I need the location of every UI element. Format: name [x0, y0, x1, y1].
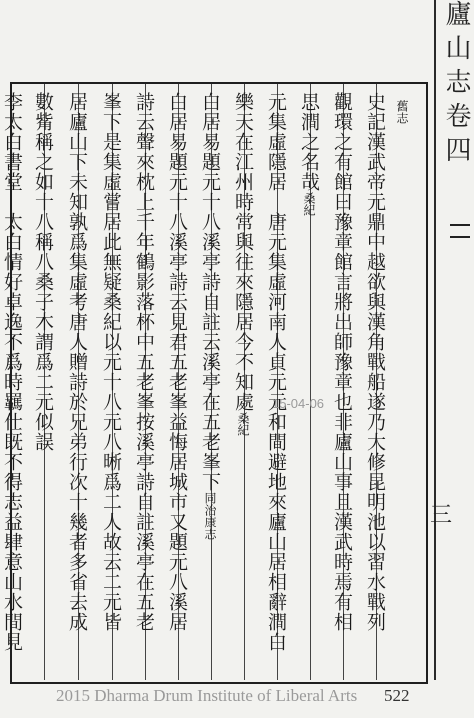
text-column: 樂天在江州時常與往來隱居今不知處桑紀 — [232, 92, 254, 436]
text-column: 白居易題元十八溪亭詩云見君五老峯益悔居城市又題元八溪居 — [166, 92, 188, 632]
text-column: 居廬山下未知孰爲集虛考唐人贈詩於兄弟行次十幾者多省去成 — [66, 92, 88, 632]
text-column: 思澗之名哉桑紀 — [298, 92, 320, 216]
book-title: 廬山志卷四 — [441, 0, 471, 170]
text-column: 元集虛隱居 唐元集虛河南人貞元元和間避地來廬山居相辭澗白 — [265, 92, 287, 652]
page-number: 522 — [384, 686, 410, 705]
text-column: 峯下是集虛嘗居此無疑桑紀以元十八元八晰爲二人故云二元皆 — [100, 92, 122, 632]
text-column: 白居易題元十八溪亭詩自註云溪亭在五老峯下同治康志 — [199, 92, 221, 540]
book-margin — [424, 0, 474, 718]
source-note: 桑紀 — [236, 412, 250, 436]
text-column: 觀環之有館曰豫章館言將出師豫章也非廬山事且漢武時焉有相 — [331, 92, 353, 632]
text-column: 數觜稱之如十八稱八桑子木謂爲二元似誤 — [32, 92, 54, 452]
leaf-number: 三 — [430, 503, 453, 528]
text-column: 詩云聲來枕上千年鶴影落杯中五老峯按溪亭詩自註溪亭在五老 — [133, 92, 155, 632]
source-label: 舊志 — [395, 100, 409, 124]
source-note: 同治康志 — [203, 492, 217, 540]
margin-rule — [434, 0, 436, 680]
scan-stamp: 15-04-06 — [272, 396, 325, 411]
fish-tail-mark — [450, 224, 470, 238]
footer-watermark: 2015 Dharma Drum Institute of Liberal Arts — [56, 686, 358, 705]
source-note: 桑紀 — [302, 192, 316, 216]
text-column: 史記漢武帝元鼎中越欲與漢角戰船遂乃大修昆明池以習水戰列 — [364, 92, 386, 632]
text-column: 李太白書堂 太白情好卓逸不爲時羈仕既不得志益肆意山水間見 — [1, 92, 23, 652]
